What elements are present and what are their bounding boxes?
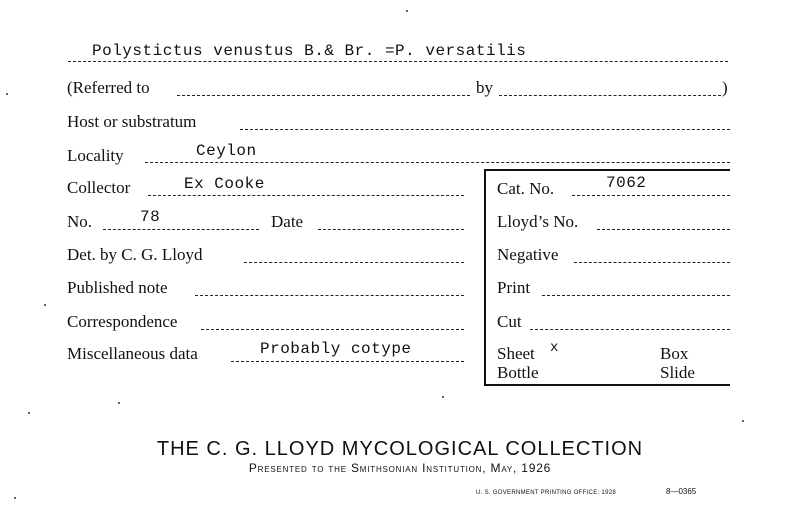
cat-no-label: Cat. No. [497,179,555,198]
locality-line [145,162,730,163]
referred-to-label: (Referred to [67,78,150,97]
print-label: Print [497,278,531,297]
determined-by-line [244,262,464,263]
misc-data-label: Miscellaneous data [67,344,198,363]
misc-data-value: Probably cotype [260,340,412,358]
collector-value: Ex Cooke [184,175,265,193]
by-close-paren: ) [722,78,728,97]
scan-speck [442,396,444,398]
locality-label: Locality [67,146,124,165]
date-line [318,229,464,230]
published-note-label: Published note [67,278,168,297]
collector-line [148,195,464,196]
cut-line [530,329,730,330]
sheet-check-mark: x [550,340,559,356]
scan-speck [44,304,46,306]
printing-office-note: U. S. GOVERNMENT PRINTING OFFICE: 1928 [476,490,616,496]
negative-line [574,262,730,263]
collection-subtitle: Presented to the Smithsonian Institution, May, 1926 [248,461,552,475]
number-line [103,229,259,230]
cat-no-line [572,195,730,196]
scan-speck [118,402,120,404]
cat-no-value: 7062 [606,174,647,192]
specimen-name: Polystictus venustus B.& Br. =P. versatilis [92,42,527,60]
scan-speck [28,412,30,414]
number-label: No. [67,212,93,231]
published-note-line [195,295,464,296]
misc-data-line [231,361,464,362]
by-line [499,95,721,96]
collector-label: Collector [67,178,131,197]
bottle-label: Bottle [497,363,539,382]
cut-label: Cut [497,312,522,331]
slide-label: Slide [660,363,695,382]
box-bottom-border [484,384,730,386]
referred-to-line [177,95,470,96]
locality-value: Ceylon [196,142,257,160]
scan-speck [6,93,8,95]
print-line [542,295,730,296]
scan-speck [742,420,744,422]
host-line [240,129,730,130]
correspondence-label: Correspondence [67,312,178,331]
negative-label: Negative [497,245,559,264]
form-number: 8—0365 [666,487,697,496]
by-label: by [476,78,493,97]
scan-speck [406,10,408,12]
sheet-label: Sheet [497,344,535,363]
box-top-border [484,169,730,171]
lloyds-no-label: Lloyd’s No. [497,212,579,231]
box-type-label: Box [660,344,689,363]
number-value: 78 [140,208,161,226]
specimen-name-line [68,61,728,62]
scan-speck [14,497,16,499]
correspondence-line [201,329,464,330]
host-label: Host or substratum [67,112,197,131]
determined-by-label: Det. by C. G. Lloyd [67,245,203,264]
date-label: Date [271,212,304,231]
collection-title: THE C. G. LLOYD MYCOLOGICAL COLLECTION [156,438,644,460]
box-left-border [484,169,486,385]
lloyds-no-line [597,229,730,230]
